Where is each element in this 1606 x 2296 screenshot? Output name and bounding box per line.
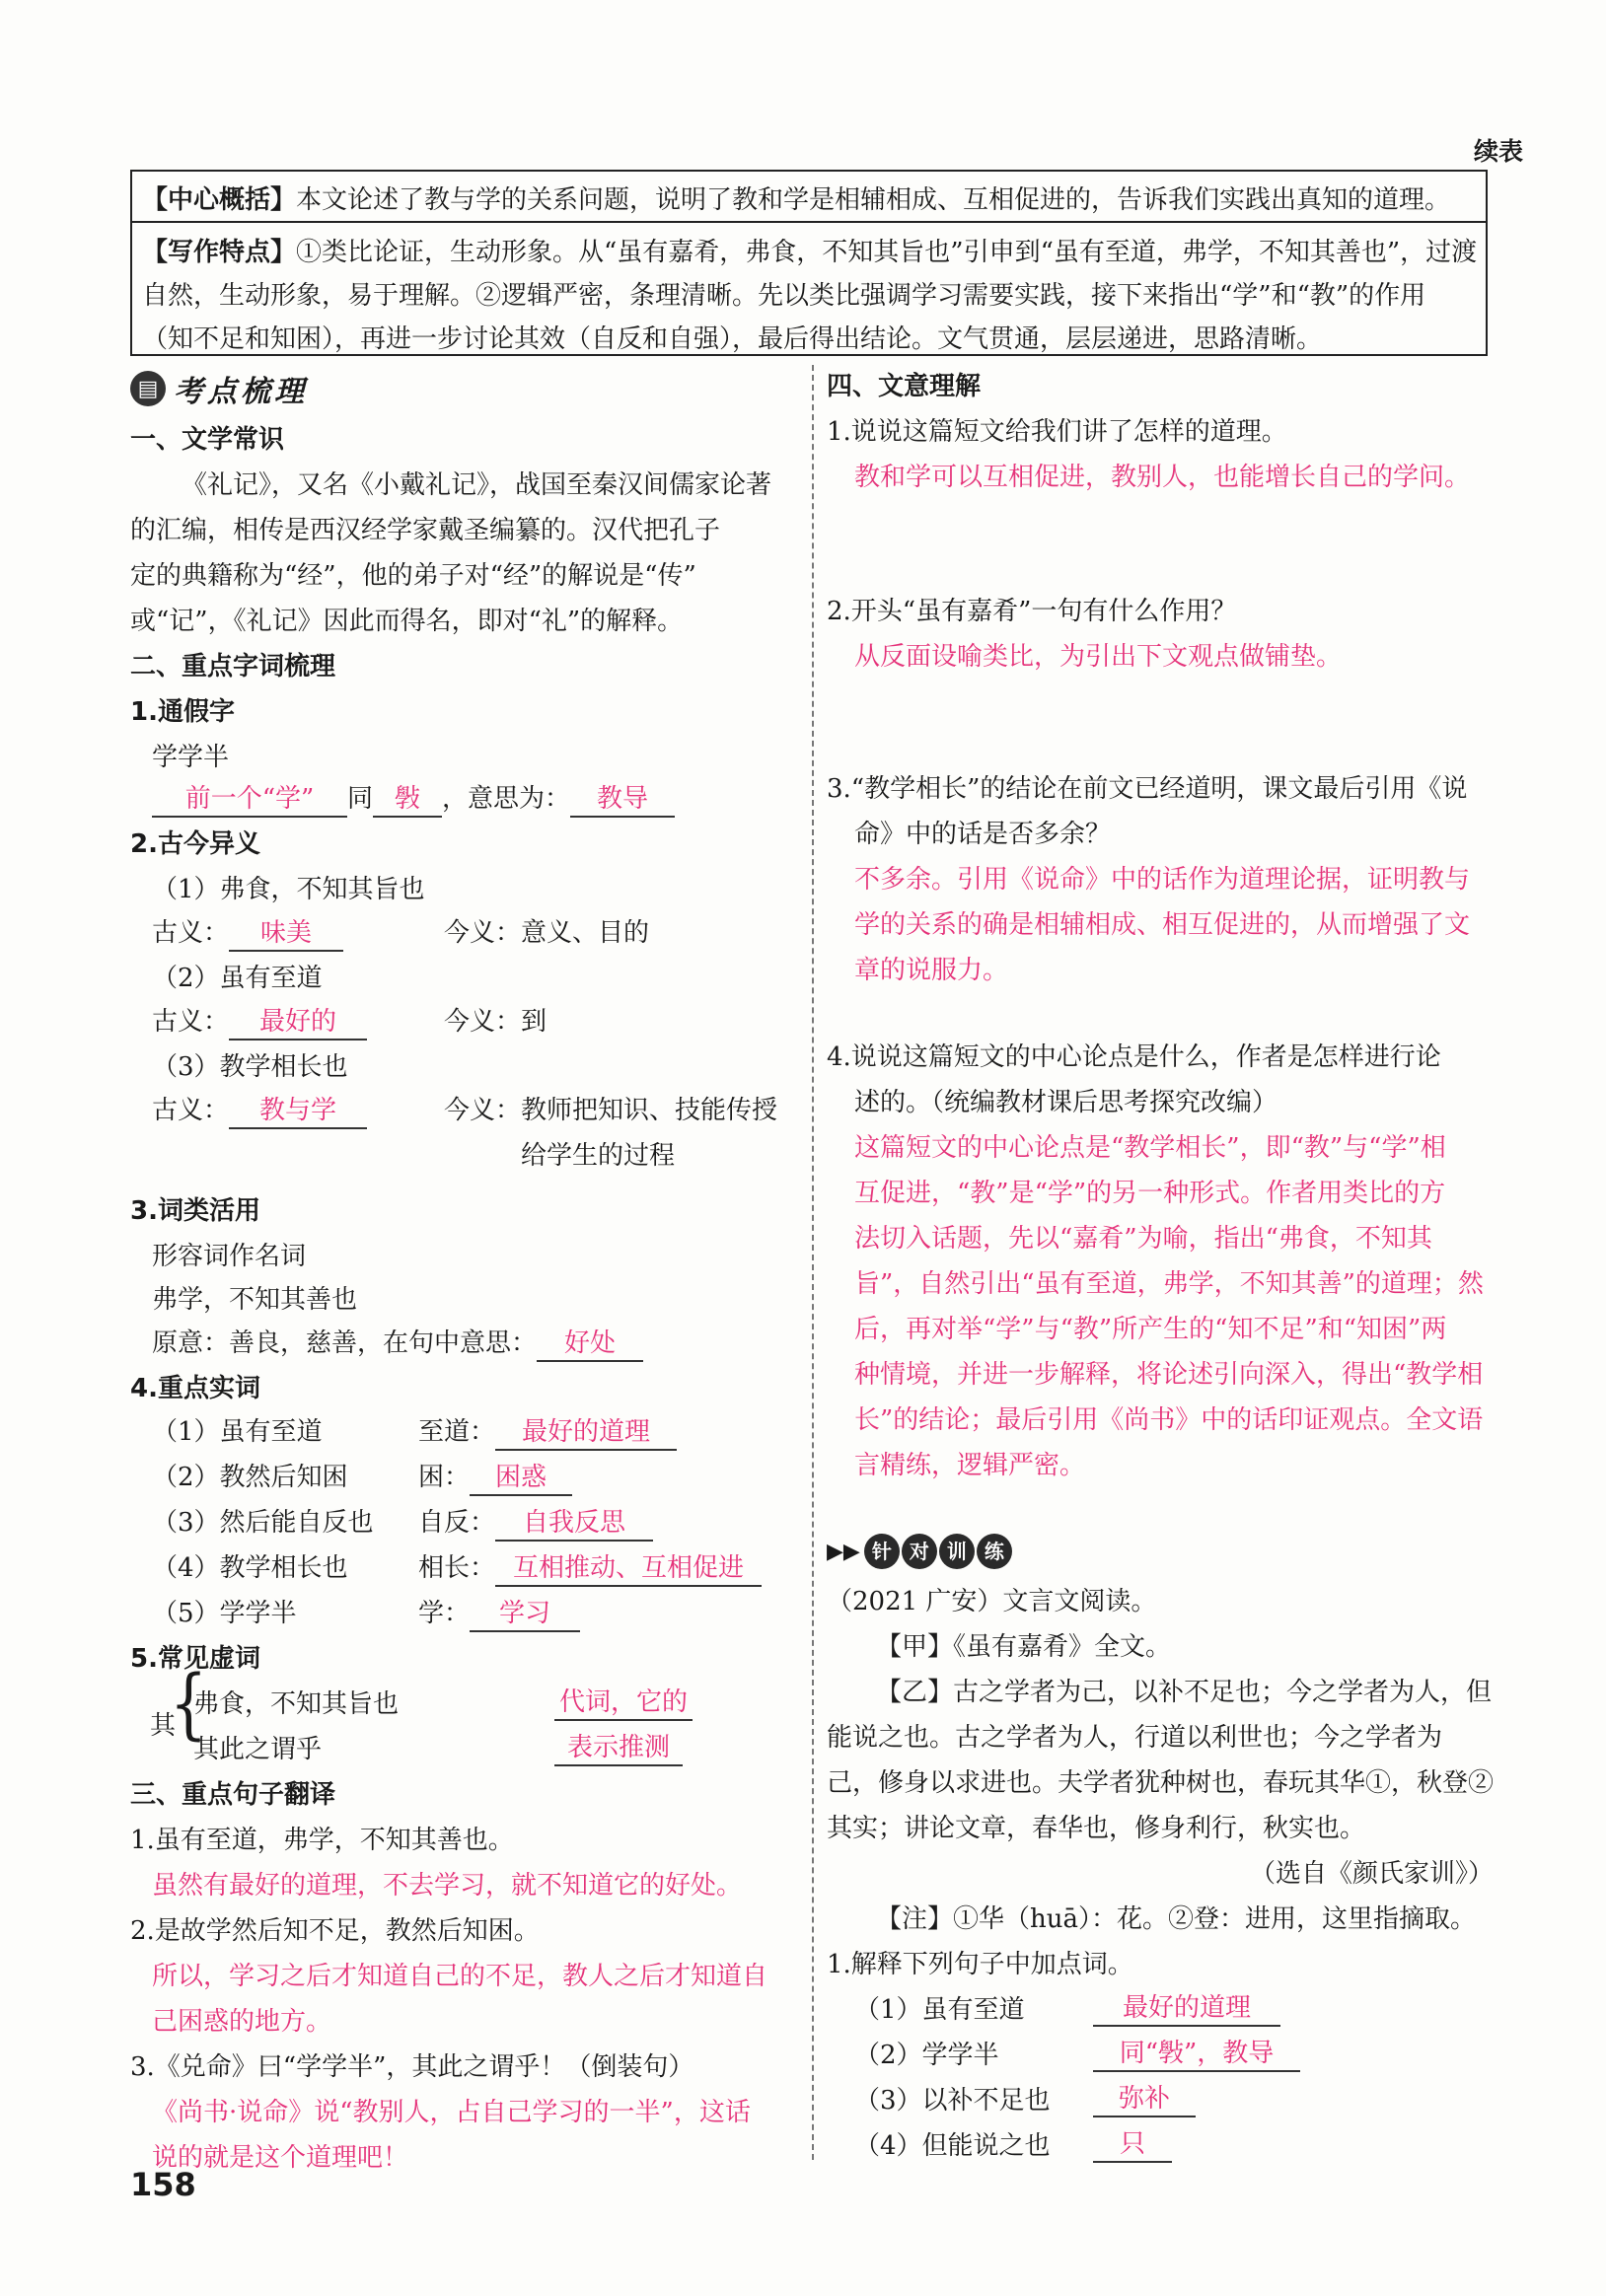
- continued-label: 续表: [1473, 137, 1523, 166]
- answer-text: 旨”，自然引出“虽有至道，弗学，不知其善”的道理；然: [854, 1269, 1484, 1299]
- answer-text: 教和学可以互相促进，教别人，也能增长自己的学问。: [854, 463, 1471, 492]
- old-label: 古义：: [152, 1007, 230, 1037]
- section-title: 一、文学常识: [130, 425, 285, 455]
- keyword-label: 困：: [418, 1463, 471, 1492]
- meaning-row: [152, 1324, 643, 1363]
- writing-line: 自然，生动形象，易于理解。②逻辑严密，条理清晰。先以类比强调学习需要实践，接下来指出“学”和“教”的作用: [142, 281, 1426, 311]
- meaning-row: [152, 913, 343, 953]
- new-text: 到: [521, 1007, 548, 1037]
- meaning-label: 原意：善良，慈善，在句中意思：: [152, 1328, 538, 1358]
- page-number: 158: [130, 2166, 196, 2203]
- same-as-text: 同: [347, 784, 374, 814]
- literature-line: 定的典籍称为“经”，他的弟子对“经”的解说是“传”: [130, 561, 696, 591]
- answer-text: 法切入话题，先以“嘉肴”为喻，指出“弗食，不知其: [854, 1224, 1432, 1254]
- question-text: 3.“教学相长”的结论在前文已经道明，课文最后引用《说: [827, 774, 1468, 804]
- reading-title: （2021 广安）文言文阅读。: [827, 1587, 1157, 1616]
- answer-blank: 弥补: [1093, 2082, 1196, 2117]
- keyword-row: [418, 1548, 762, 1588]
- new-label: 今义：: [444, 1007, 522, 1037]
- training-badge: [827, 1531, 1014, 1572]
- note-text: 【注】①华（huā）：花。②登：进用，这里指摘取。: [876, 1904, 1476, 1934]
- sub-title: 5.常见虚词: [130, 1644, 260, 1674]
- keyword-label: 至道：: [418, 1417, 496, 1447]
- modern-meaning: [444, 913, 649, 953]
- sub-title: 1.通假字: [130, 697, 235, 727]
- answer-blank: 教与学: [229, 1094, 367, 1129]
- old-label: 古义：: [152, 1096, 230, 1125]
- answer-blank: 前一个“学”: [152, 782, 347, 818]
- column-divider: [812, 365, 814, 2160]
- question-text: 弗学，不知其善也: [152, 1285, 358, 1315]
- keyword-label: 自反：: [418, 1508, 496, 1538]
- center-summary-text: 本文论述了教与学的关系问题，说明了教和学是相辅相成、互相促进的，告诉我们实践出真知的道理。: [296, 185, 1451, 215]
- center-summary-row: [132, 172, 1486, 223]
- answer-blank: 同“斅”，教导: [1093, 2037, 1300, 2072]
- writing-line: ①类比论证，生动形象。从“虽有嘉肴，弗食，不知其旨也”引申到“虽有至道，弗学，不知其善也”，过渡: [296, 238, 1478, 267]
- question-text: （3）然后能自反也: [152, 1508, 374, 1538]
- section-title: 四、文意理解: [827, 372, 982, 401]
- answer-text: 种情境，并进一步解释，将论述引向深入，得出“教学相: [854, 1360, 1484, 1390]
- question-text: 命》中的话是否多余？: [854, 820, 1112, 849]
- modern-meaning-cont: 给学生的过程: [521, 1141, 676, 1171]
- book-icon: ▤: [130, 371, 166, 406]
- section-title: 三、重点句子翻译: [130, 1780, 336, 1810]
- literature-line: 的汇编，相传是西汉经学家戴圣编纂的。汉代把孔子: [130, 516, 721, 545]
- answer-blank: 教导: [570, 782, 675, 818]
- badge-char: 针: [864, 1534, 900, 1569]
- question-text: （1）弗食，不知其旨也: [152, 875, 425, 904]
- badge-title: 考点梳理: [174, 375, 308, 409]
- answer-text: 言精练，逻辑严密。: [854, 1451, 1086, 1480]
- question-text: （4）但能说之也: [854, 2131, 1051, 2161]
- translation-question: 2.是故学然后知不足，教然后知困。: [130, 1916, 540, 1946]
- exercise-answer: [1093, 2079, 1196, 2118]
- writing-features-tag: 【写作特点】: [142, 238, 297, 267]
- summary-box: [130, 170, 1488, 356]
- question-text: 弗食，不知其旨也: [193, 1689, 400, 1719]
- question-text: （2）虽有至道: [152, 964, 323, 993]
- answer-blank: 自我反思: [495, 1506, 653, 1542]
- type-text: 形容词作名词: [152, 1242, 307, 1271]
- source-text: （选自《颜氏家训》）: [1249, 1859, 1494, 1889]
- writing-line: （知不足和知困），再进一步讨论其效（自反和自强），最后得出结论。文气贯通，层层递进，思路清晰。: [142, 324, 1323, 354]
- sub-title: 2.古今异义: [130, 829, 260, 859]
- modern-meaning: [444, 1002, 547, 1041]
- answer-text: 章的说服力。: [854, 956, 1009, 985]
- literature-line: 《礼记》，又名《小戴礼记》，战国至秦汉间儒家论著: [182, 470, 772, 500]
- question-text: （3）教学相长也: [152, 1052, 348, 1082]
- particle-answer: [554, 1683, 693, 1722]
- literature-line: 或“记”，《礼记》因此而得名，即对“礼”的解释。: [130, 607, 684, 636]
- answer-blank: 困惑: [470, 1461, 572, 1496]
- question-text: 其此之谓乎: [193, 1735, 323, 1764]
- translation-answer: 己困惑的地方。: [152, 2007, 332, 2037]
- keyword-label: 学：: [418, 1599, 471, 1628]
- answer-text: 长”的结论；最后引用《尚书》中的话印证观点。全文语: [854, 1405, 1484, 1435]
- answer-text: 不多余。引用《说命》中的话作为道理论据，证明教与: [854, 865, 1471, 895]
- keyword-row: [418, 1594, 580, 1633]
- answer-text: 后，再对举“学”与“教”所产生的“知不足”和“知困”两: [854, 1315, 1447, 1344]
- text-yi: 己，修身以求进也。夫学者犹种树也，春玩其华①，秋登②: [827, 1768, 1495, 1798]
- question-text: （1）虽有至道: [854, 1995, 1025, 2025]
- translation-answer: 所以，学习之后才知道自己的不足，教人之后才知道自: [152, 1962, 768, 1991]
- tongjiazi-answer-row: [152, 779, 675, 819]
- translation-question: 1.虽有至道，弗学，不知其善也。: [130, 1826, 514, 1855]
- exercise-answer: [1093, 1988, 1280, 2028]
- answer-blank: 斅: [373, 782, 442, 818]
- keyword-row: [418, 1503, 653, 1543]
- section-badge: [130, 367, 308, 410]
- translation-question: 3.《兑命》曰“学学半”，其此之谓乎！（倒装句）: [130, 2052, 694, 2082]
- question-text: 述的。（统编教材课后思考探究改编）: [854, 1088, 1278, 1117]
- badge-char: 练: [977, 1534, 1012, 1569]
- answer-text: 从反面设喻类比，为引出下文观点做铺垫。: [854, 642, 1343, 672]
- translation-answer: 虽然有最好的道理，不去学习，就不知道它的好处。: [152, 1871, 743, 1901]
- answer-blank: 只: [1093, 2127, 1172, 2163]
- particle-char: 其: [150, 1711, 177, 1741]
- double-arrow-icon: ▶▶: [827, 1540, 860, 1564]
- sub-title: 4.重点实词: [130, 1374, 260, 1403]
- meaning-label: ，意思为：: [442, 784, 571, 814]
- answer-text: 互促进，“教”是“学”的另一种形式。作者用类比的方: [854, 1179, 1446, 1208]
- answer-blank: 好处: [537, 1327, 643, 1362]
- answer-blank: 味美: [229, 916, 343, 952]
- answer-blank: 互相推动、互相促进: [495, 1551, 762, 1587]
- question-text: （1）虽有至道: [152, 1417, 323, 1447]
- section-title: 二、重点字词梳理: [130, 652, 336, 682]
- question-text: （3）以补不足也: [854, 2086, 1051, 2116]
- answer-blank: 学习: [470, 1597, 580, 1632]
- question-text: （2）学学半: [854, 2041, 999, 2070]
- answer-blank: 代词，它的: [554, 1686, 693, 1721]
- question-text: （2）教然后知困: [152, 1463, 348, 1492]
- question-text: （4）教学相长也: [152, 1553, 348, 1583]
- answer-text: 学的关系的确是相辅相成、相互促进的，从而增强了文: [854, 910, 1471, 940]
- answer-blank: 最好的道理: [1093, 1991, 1280, 2027]
- answer-text: 这篇短文的中心论点是“教学相长”，即“教”与“学”相: [854, 1133, 1446, 1163]
- translation-answer: 说的就是这个道理吧！: [152, 2143, 409, 2173]
- old-label: 古义：: [152, 918, 230, 948]
- new-text: 意义、目的: [521, 918, 650, 948]
- meaning-row: [152, 1091, 367, 1130]
- keyword-label: 相长：: [418, 1553, 496, 1583]
- answer-blank: 表示推测: [554, 1731, 683, 1766]
- brace-icon: {: [170, 1659, 208, 1750]
- keyword-row: [418, 1412, 677, 1452]
- new-label: 今义：: [444, 1096, 522, 1125]
- word-text: 学学半: [152, 743, 230, 772]
- translation-answer: 《尚书·说命》说“教别人，占自己学习的一半”，这话: [152, 2098, 751, 2127]
- answer-blank: 最好的道理: [495, 1415, 677, 1451]
- answer-blank: 最好的: [229, 1005, 367, 1040]
- exercise-title: 1.解释下列句子中加点词。: [827, 1950, 1133, 1979]
- exercise-answer: [1093, 2124, 1172, 2164]
- badge-char: 训: [939, 1534, 975, 1569]
- question-text: （5）学学半: [152, 1599, 297, 1628]
- badge-char: 对: [902, 1534, 937, 1569]
- sub-title: 3.词类活用: [130, 1196, 260, 1226]
- text-yi: 其实；讲论文章，春华也，修身利行，秋实也。: [827, 1814, 1366, 1843]
- text-jia: 【甲】《虽有嘉肴》全文。: [876, 1632, 1172, 1662]
- question-text: 2.开头“虽有嘉肴”一句有什么作用？: [827, 597, 1237, 626]
- particle-answer: [554, 1728, 683, 1767]
- question-text: 4.说说这篇短文的中心论点是什么，作者是怎样进行论: [827, 1042, 1441, 1072]
- new-text: 教师把知识、技能传授: [521, 1096, 778, 1125]
- center-summary-tag: 【中心概括】: [142, 185, 297, 215]
- meaning-row: [152, 1002, 367, 1041]
- exercise-answer: [1093, 2034, 1300, 2073]
- text-yi: 能说之也。古之学者为人，行道以利世也；今之学者为: [827, 1723, 1443, 1753]
- writing-features-row: [132, 223, 1486, 361]
- new-label: 今义：: [444, 918, 522, 948]
- question-text: 1.说说这篇短文给我们讲了怎样的道理。: [827, 417, 1287, 447]
- keyword-row: [418, 1458, 572, 1497]
- text-yi: 【乙】古之学者为己，以补不足也；今之学者为人，但: [876, 1678, 1493, 1707]
- modern-meaning: [444, 1091, 777, 1130]
